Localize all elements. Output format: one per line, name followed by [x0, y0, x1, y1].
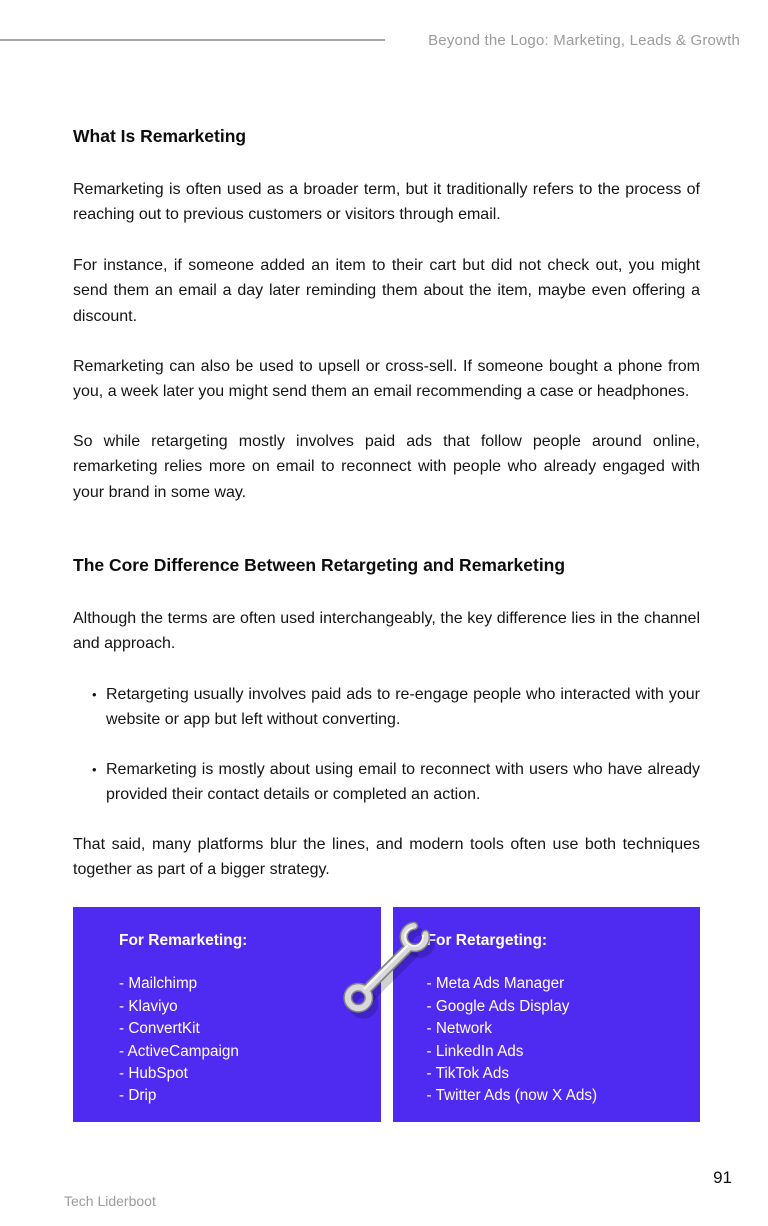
paragraph: That said, many platforms blur the lines, and modern tools often use both techniques together as part of a bigger strategy.	[73, 835, 700, 878]
list-item: - Google Ads Display	[426, 997, 570, 1015]
list-item: - Mailchimp	[119, 975, 198, 993]
list-item: - Twitter Ads (now X Ads)	[426, 1087, 598, 1105]
header-rule	[0, 39, 385, 41]
list-item: - HubSpot	[119, 1064, 188, 1082]
remarketing-tools-box	[73, 907, 381, 1122]
page-content	[73, 0, 700, 1122]
list-item: - Network	[426, 1020, 492, 1038]
section-heading-core-difference: The Core Difference Between Retargeting and Remarketing	[73, 555, 566, 576]
list-item: - Drip	[119, 1087, 157, 1105]
bullet-item-remarketing: • Remarketing is mostly about using email to reconnect with users who have already provided their contact details or completed an action.	[106, 757, 700, 808]
retargeting-tools-list	[427, 973, 692, 1107]
section-heading-what-is-remarketing: What Is Remarketing	[73, 126, 247, 146]
list-item: - TikTok Ads	[426, 1064, 509, 1082]
paragraph: For instance, if someone added an item to their cart but did not check out, you might send them an email a day later reminding them about the item, maybe even offering a discount.	[73, 256, 700, 325]
remarketing-box-title: For Remarketing:	[119, 932, 248, 950]
paragraph: So while retargeting mostly involves paid ads that follow people around online, remarketing relies more on email to reconnect with people who already engaged with your brand in some way.	[73, 432, 700, 501]
paragraph: Remarketing can also be used to upsell or cross-sell. If someone bought a phone from you, a week later you might send them an email recommending a case or headphones.	[73, 358, 700, 401]
list-item: - Klaviyo	[119, 997, 178, 1015]
remarketing-tools-list	[119, 973, 373, 1107]
list-item: - ActiveCampaign	[119, 1042, 239, 1060]
list-item: - Meta Ads Manager	[426, 975, 565, 993]
retargeting-box-title: For Retargeting:	[426, 932, 548, 950]
retargeting-tools-box	[393, 907, 700, 1122]
paragraph: Although the terms are often used interchangeably, the key difference lies in the channel and approach.	[73, 610, 700, 653]
list-item: - ConvertKit	[119, 1020, 200, 1038]
footer-brand: Tech Liderboot	[64, 1193, 156, 1209]
list-item: - LinkedIn Ads	[426, 1042, 524, 1060]
paragraph: Remarketing is often used as a broader term, but it traditionally refers to the process of reaching out to previous customers or visitors through email.	[73, 181, 700, 224]
bullet-item-retargeting: • Retargeting usually involves paid ads to re-engage people who interacted with your website or app but left without converting.	[106, 682, 700, 733]
running-header-title: Beyond the Logo: Marketing, Leads & Growth	[428, 32, 740, 49]
page-number: 91	[713, 1168, 732, 1187]
tool-boxes	[73, 907, 700, 1122]
